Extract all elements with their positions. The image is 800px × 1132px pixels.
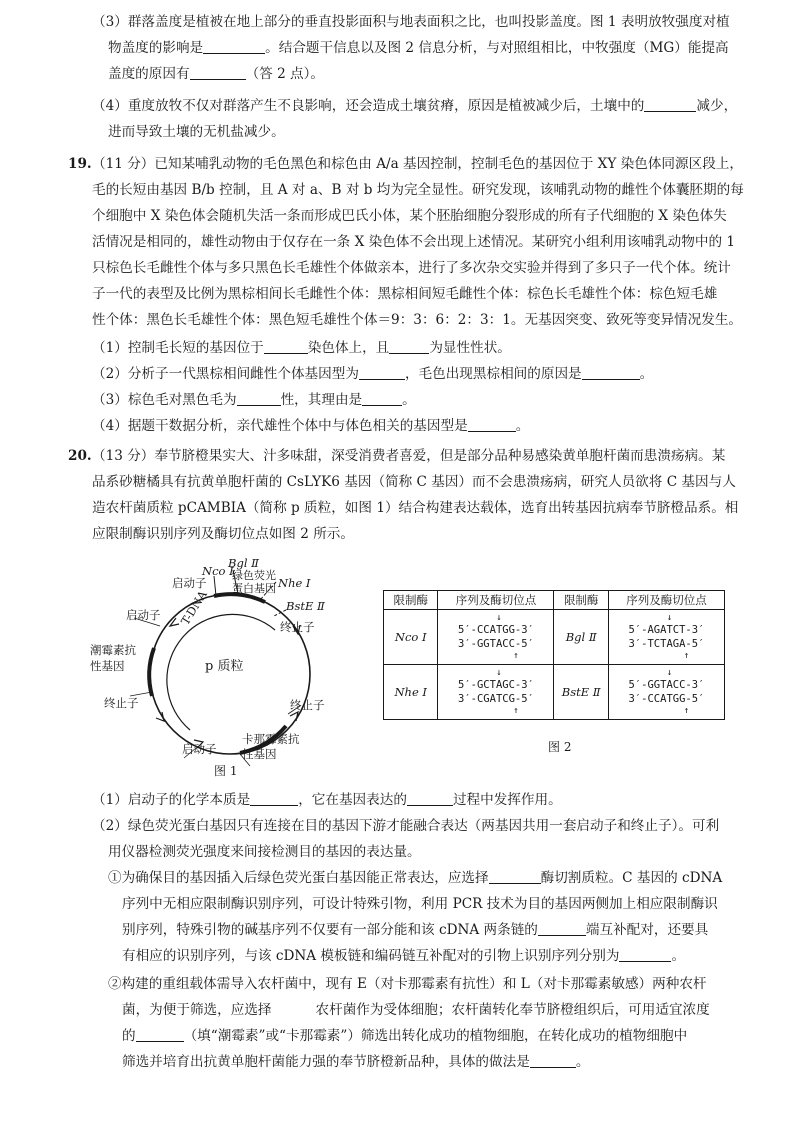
q19-stem-line5: 只棕色长毛雌性个体与多只黑色长毛雄性个体做亲本，进行了多次杂交实验并得到了多只子一代个体。统计 [92, 260, 731, 276]
table-row [384, 665, 725, 720]
q20-sub2-item2-line1: ②构建的重组载体需导入农杆菌中，现有 E（对卡那霉素有抗性）和 L（对卡那霉素敏感）两种农杆 [108, 976, 707, 992]
enzyme-sequence [608, 665, 724, 720]
answer-blank[interactable] [237, 391, 281, 406]
sequence-bottom: 3′-CGATCG-5′ [458, 693, 534, 705]
answer-blank[interactable] [582, 365, 640, 380]
enzyme-name: Nhe Ⅰ [384, 665, 438, 720]
answer-blank[interactable] [538, 921, 586, 936]
answer-blank[interactable] [644, 97, 696, 112]
answer-blank[interactable] [489, 869, 541, 884]
sequence-bottom: 3′-CCATGG-5′ [628, 693, 705, 705]
table-row [384, 610, 725, 665]
restriction-enzyme-table [383, 590, 725, 720]
sequence-top: 5′-AGATCT-3′ [628, 624, 705, 636]
bst-label: BstE Ⅱ [286, 599, 325, 613]
cut-arrow-up: ↑ [683, 651, 690, 661]
cut-arrow-down: ↓ [496, 613, 502, 623]
nco-site-line [214, 576, 216, 596]
q18-part4-line2: 进而导致土壤的无机盐减少。 [108, 124, 285, 140]
table-header: 序列及酶切位点 [438, 591, 554, 610]
q19-stem-line4: 活情况是相同的，雄性动物由于仅存在一条 X 染色体不会出现上述情况。某研究小组利用该哺乳动物中的 1 [92, 234, 736, 250]
question-number-19: 19. [68, 156, 92, 172]
q20-sub2-item2-line2: 菌，为便于筛选，应选择 农杆菌作为受体细胞；农杆菌转化奉节脐橙组织后，可用适宜浓度 [122, 1002, 710, 1018]
cut-arrow-up: ↑ [683, 706, 690, 716]
cut-arrow-up: ↑ [513, 651, 519, 661]
q20-stem-line3: 造农杆菌质粒 pCAMBIA（简称 p 质粒，如图 1）结合构建表达载体，选育出转基因抗病奉节脐橙品系。相 [92, 500, 739, 516]
enzyme-name: Bgl Ⅱ [554, 610, 608, 665]
hyg-gene-segment [149, 648, 154, 696]
plasmid-diagram [90, 556, 360, 781]
q19-stem-line2: 毛的长短由基因 B/b 控制，且 A 对 a、B 对 b 均为完全显性。研究发现，该哺乳动物的雌性个体囊胚期的每 [92, 182, 744, 198]
answer-blank[interactable] [190, 65, 246, 80]
plasmid-center-label: p 质粒 [205, 659, 244, 674]
q20-sub2-item1-line2: 序列中无相应限制酶识别序列，可设计特殊引物，利用 PCR 技术为目的基因两侧加上相应限制酶识 [122, 896, 718, 912]
answer-blank[interactable] [203, 39, 265, 54]
gfp-gene-segment [214, 594, 265, 602]
cut-arrow-up: ↑ [513, 706, 519, 716]
table-header: 序列及酶切位点 [608, 591, 724, 610]
sequence-top: 5′-GGTACC-3′ [628, 679, 705, 691]
table-header-row [384, 591, 725, 610]
answer-blank[interactable] [272, 1001, 316, 1016]
q20-sub2-item1-line3: 别序列，特殊引物的碱基序列不仅要有一部分能和该 cDNA 两条链的 端互补配对，还要具 [122, 922, 709, 938]
q19-sub3: （3）棕色毛对黑色毛为 性，其理由是 。 [92, 392, 416, 408]
q20-stem-line1: （13 分）奉节脐橙果实大、汁多味甜，深受消费者喜爱，但是部分品种易感染黄单胞杆菌而患溃疡病。某 [92, 448, 726, 464]
table-header: 限制酶 [554, 591, 608, 610]
q19-sub2: （2）分析子一代黑棕相间雌性个体基因型为 ，毛色出现黑棕相间的原因是 。 [92, 366, 654, 382]
sequence-bottom: 3′-TCTAGA-5′ [628, 638, 705, 650]
q20-sub2-item2-line3: 的 （填“潮霉素”或“卡那霉素”）筛选出转化成功的植物细胞，在转化成功的植物细胞中 [122, 1028, 688, 1044]
enzyme-sequence [438, 610, 554, 665]
gfp-gene-label: 绿色荧光蛋白基因 [232, 569, 276, 595]
question-number-20: 20. [68, 448, 92, 464]
bgl-label: Bgl Ⅱ [228, 556, 259, 570]
q20-sub1: （1）启动子的化学本质是 ，它在基因表达的 过程中发挥作用。 [92, 792, 562, 808]
answer-blank[interactable] [264, 339, 308, 354]
enzyme-name: BstE Ⅱ [554, 665, 608, 720]
q20-sub2-item1-line1: ①为确保目的基因插入后绿色荧光蛋白基因能正常表达，应选择 酶切割质粒。C 基因的 cDNA [108, 870, 723, 886]
plasmid-ring [150, 594, 310, 754]
q20-stem-line4: 应限制酶识别序列及酶切位点如图 2 所示。 [92, 526, 354, 542]
answer-blank[interactable] [362, 391, 402, 406]
q19-sub1: （1）控制毛长短的基因位于 染色体上，且 为显性性状。 [92, 340, 511, 356]
sequence-top: 5′-GCTAGC-3′ [458, 679, 534, 691]
q19-stem-line7: 性个体：黑色长毛雄性个体：黑色短毛雄性个体＝9：3：6：2：3：1。无基因突变、致死等变异情况发生。 [92, 312, 743, 328]
q20-sub2-line2: 用仪器检测荧光强度来间接检测目的基因的表达量。 [108, 844, 421, 860]
sequence-bottom: 3′-GGTACC-5′ [458, 638, 534, 650]
nco-label: Nco Ⅰ [202, 564, 234, 578]
promoter-left-label: 启动子 [126, 608, 161, 622]
kan-gene-label: 卡那霉素抗性基因 [242, 732, 300, 761]
enzyme-name: Nco Ⅰ [384, 610, 438, 665]
cut-arrow-down: ↓ [496, 668, 502, 678]
terminator-right-label: 终止子 [290, 698, 325, 712]
nhe-label: Nhe Ⅰ [278, 576, 311, 590]
terminator-right-top-label: 终止子 [280, 620, 315, 634]
sequence-top: 5′-CCATGG-3′ [458, 624, 534, 636]
answer-blank[interactable] [530, 1053, 576, 1068]
q20-sub2-line1: （2）绿色荧光蛋白基因只有连接在目的基因下游才能融合表达（两基因共用一套启动子和终止子）。可利 [92, 818, 720, 834]
tdna-label: T-DNA [178, 588, 210, 628]
answer-blank[interactable] [468, 417, 516, 432]
q19-stem-line3: 个细胞中 X 染色体会随机失活一条而形成巴氏小体，某个胚胎细胞分裂形成的所有子代细胞的 X 染色体失 [92, 208, 727, 224]
q18-part3-line2: 物盖度的影响是 。结合题干信息以及图 2 信息分析，与对照组相比，中牧强度（MG）能提高 [108, 40, 729, 56]
terminator-arrow [290, 712, 298, 721]
q18-part3-line1: （3）群落盖度是植被在地上部分的垂直投影面积与地表面积之比，也叫投影盖度。图 1 表明放牧强度对植 [92, 14, 730, 30]
cut-arrow-down: ↓ [666, 668, 673, 678]
table-header: 限制酶 [384, 591, 438, 610]
hyg-gene-label: 潮霉素抗性基因 [90, 643, 136, 673]
cut-arrow-down: ↓ [666, 613, 673, 623]
answer-blank[interactable] [389, 339, 429, 354]
q20-stem-line2: 品系砂糖橘具有抗黄单胞杆菌的 CsLYK6 基因（简称 C 基因）而不会患溃疡病，研究人员欲将 C 基因与人 [92, 474, 736, 490]
enzyme-sequence [438, 665, 554, 720]
q18-part4-line1: （4）重度放牧不仅对群落产生不良影响，还会造成土壤贫瘠，原因是植被减少后，土壤中的 减少， [92, 98, 738, 114]
q19-stem-line1: （11 分）已知某哺乳动物的毛色黑色和棕色由 A/a 基因控制，控制毛色的基因位于 XY 染色体同源区段上， [92, 156, 743, 172]
answer-blank[interactable] [250, 791, 298, 806]
promoter-top-label: 启动子 [172, 576, 207, 590]
terminator-left-label: 终止子 [104, 696, 139, 710]
enzyme-sequence [608, 610, 724, 665]
answer-blank[interactable] [407, 791, 453, 806]
figure2-caption: 图 2 [548, 740, 572, 754]
q20-sub2-item2-line4: 筛选并培育出抗黄单胞杆菌能力强的奉节脐橙新品种，具体的做法是 。 [122, 1054, 590, 1070]
q19-stem-line6: 子一代的表型及比例为黑棕相间长毛雌性个体：黑棕相间短毛雌性个体：棕色长毛雄性个体：棕色短毛雄 [92, 286, 718, 302]
answer-blank[interactable] [136, 1027, 184, 1042]
q19-sub4: （4）据题干数据分析，亲代雄性个体中与体色相关的基因型是 。 [92, 418, 530, 434]
answer-blank[interactable] [359, 365, 405, 380]
restriction-enzyme-table-figure [383, 590, 725, 720]
figure1-caption: 图 1 [214, 764, 238, 778]
answer-blank[interactable] [619, 947, 671, 962]
q18-part3-line3: 盖度的原因有 （答 2 点）。 [108, 66, 325, 82]
promoter-bottom-label: 启动子 [182, 742, 217, 756]
q20-sub2-item1-line4: 有相应的识别序列，与该 cDNA 模板链和编码链互补配对的引物上识别序列分别为 。 [122, 948, 686, 964]
